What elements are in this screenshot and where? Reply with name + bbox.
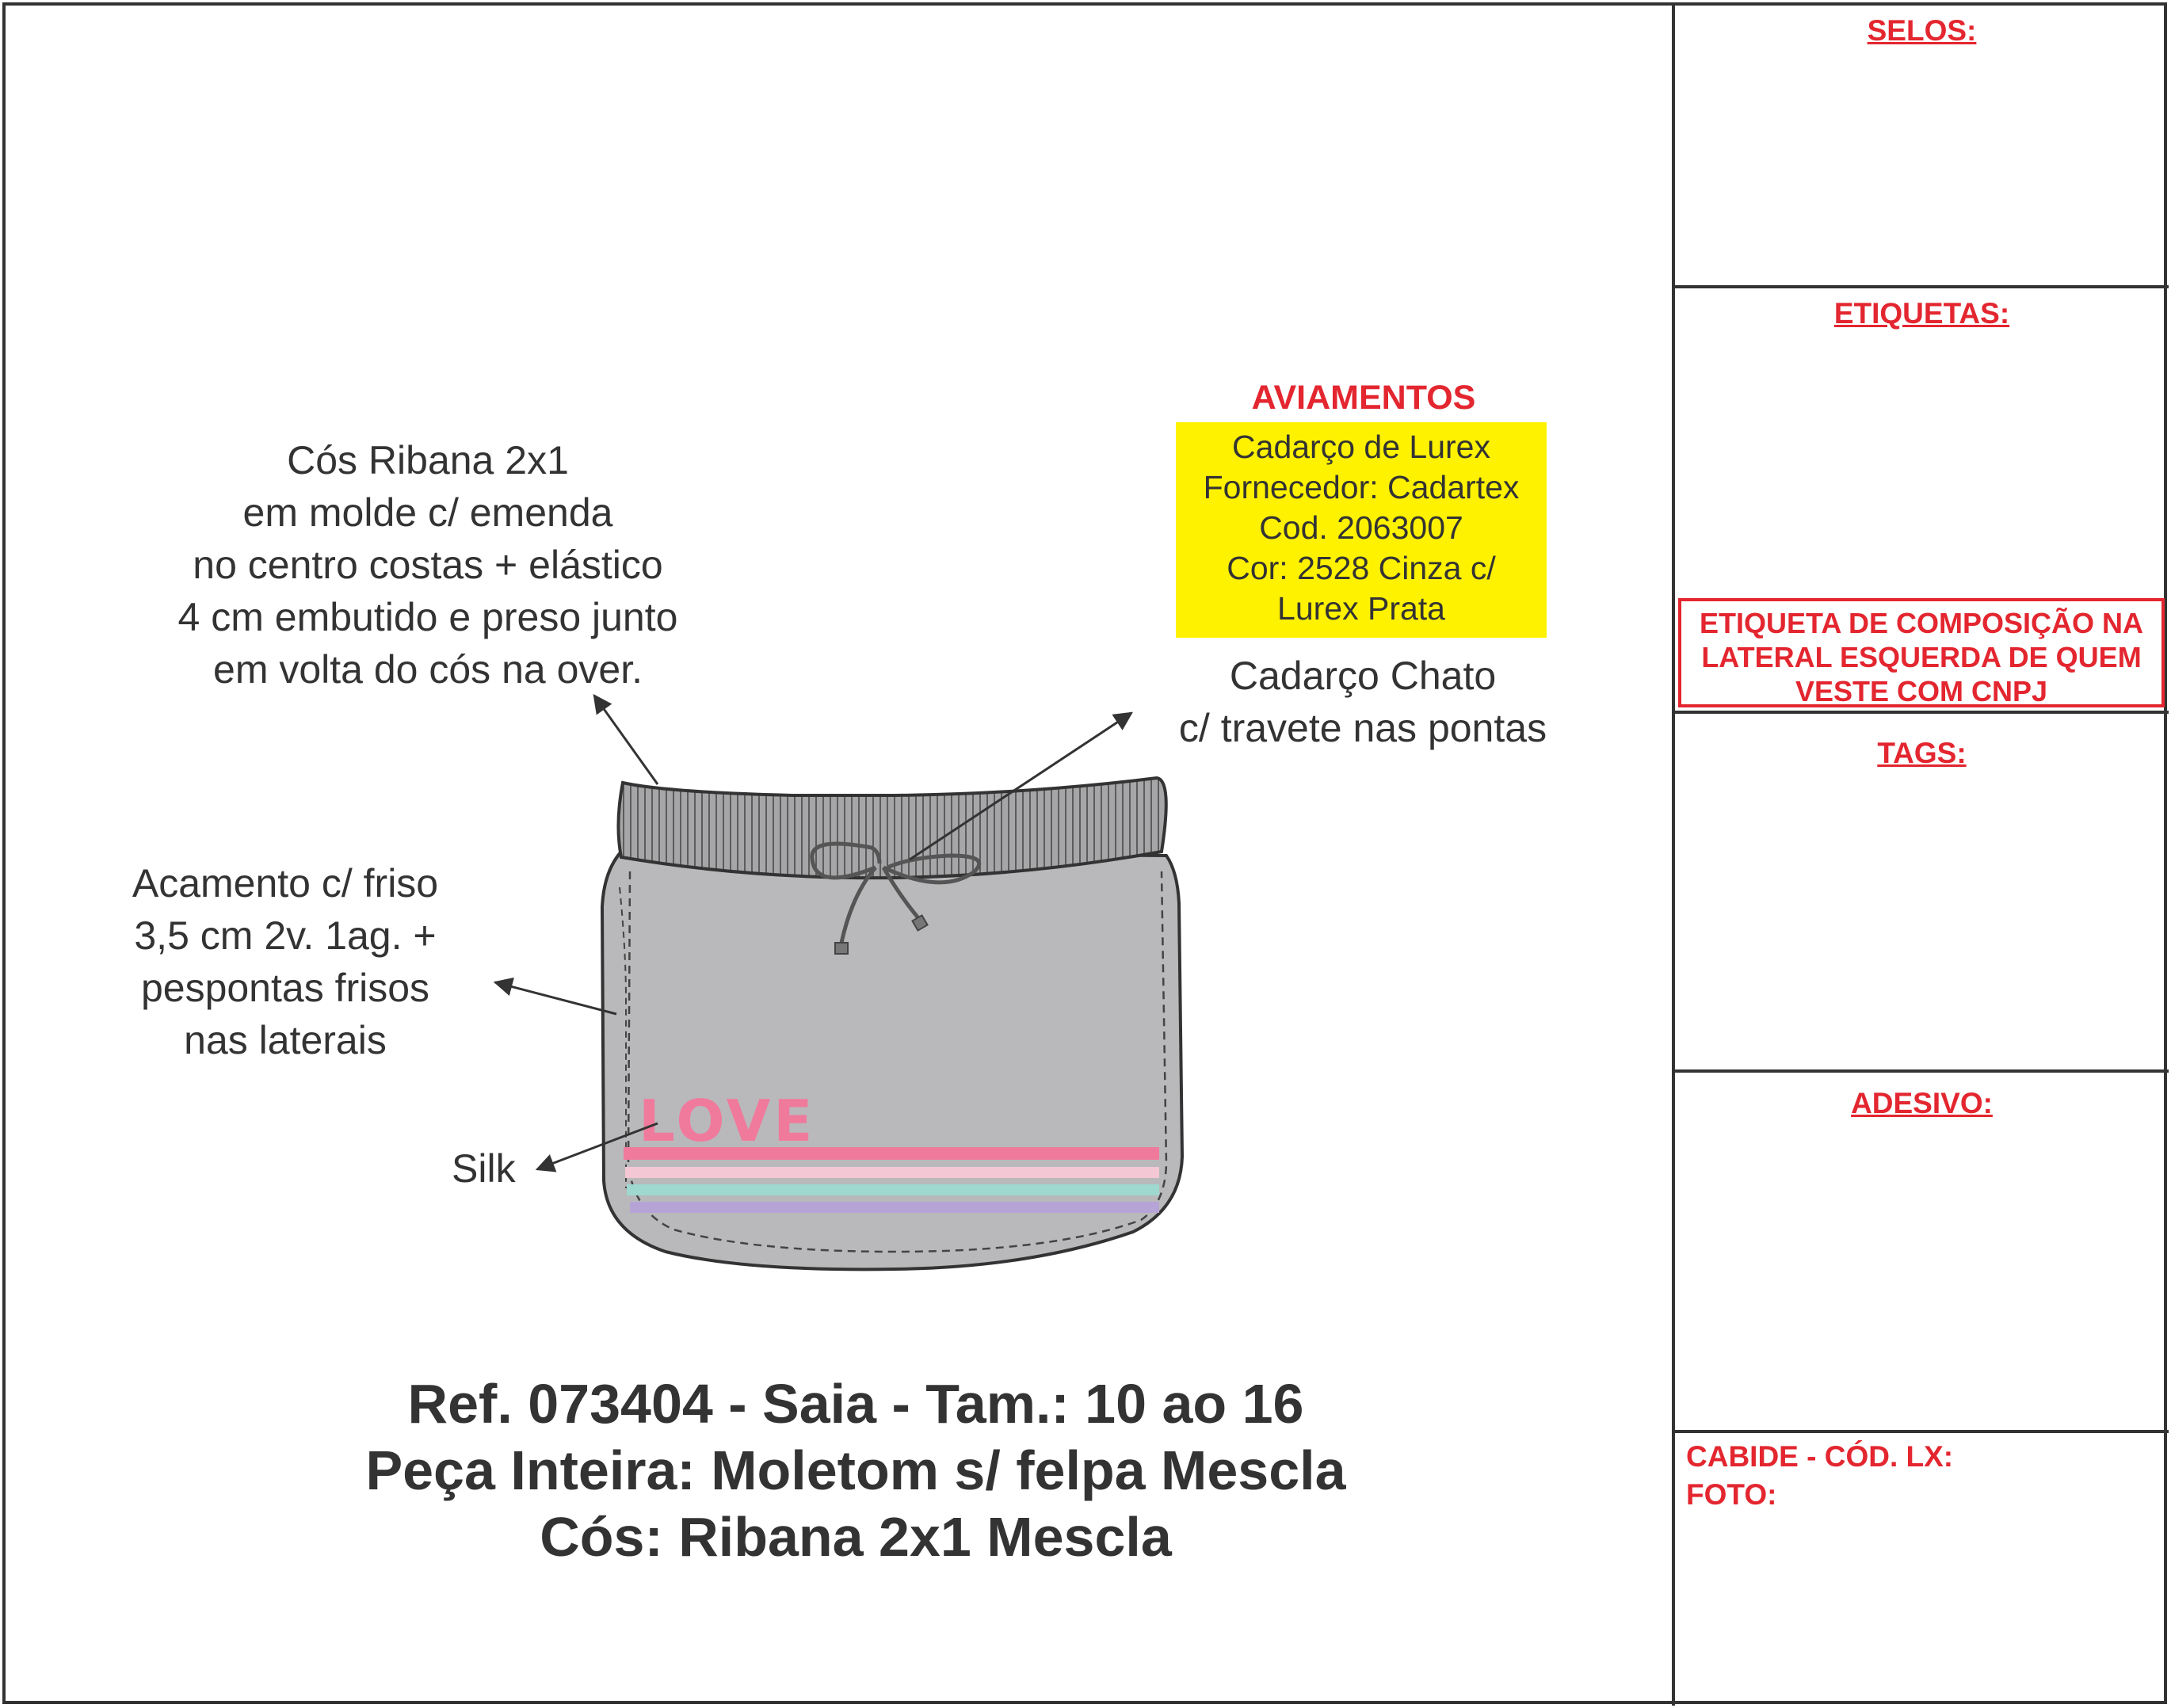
- trims-title: AVIAMENTOS: [1251, 379, 1476, 417]
- etiquetas-label: ETIQUETAS:: [1833, 297, 2010, 330]
- product-reference: Ref. 073404 - Saia - Tam.: 10 ao 16: [407, 1373, 1304, 1435]
- waistband-note-line-4: 4 cm embutido e preso junto: [177, 595, 678, 639]
- waistband-note-line-5: em volta do cós na over.: [213, 647, 643, 692]
- selos-label: SELOS:: [1867, 14, 1977, 47]
- foto-label: FOTO:: [1686, 1478, 1777, 1511]
- stripe-lilac: [630, 1202, 1159, 1213]
- trims-line-5: Lurex Prata: [1277, 590, 1445, 627]
- stripe-mint: [627, 1184, 1159, 1195]
- trims-line-4: Cor: 2528 Cinza c/: [1227, 550, 1496, 586]
- drawstring-note-line-1: Cadarço Chato: [1229, 654, 1497, 698]
- product-waistband-fabric: Cós: Ribana 2x1 Mescla: [540, 1506, 1172, 1568]
- waistband: [618, 778, 1166, 878]
- hem-note-line-2: 3,5 cm 2v. 1ag. +: [134, 913, 437, 958]
- waistband-note-line-1: Cós Ribana 2x1: [287, 438, 569, 482]
- composition-line-1: ETIQUETA DE COMPOSIÇÃO NA: [1699, 607, 2144, 639]
- adesivo-label: ADESIVO:: [1851, 1087, 1993, 1119]
- silk-note: Silk: [452, 1146, 516, 1191]
- composition-line-3: VESTE COM CNPJ: [1795, 675, 2048, 707]
- hem-arrow: [495, 982, 616, 1014]
- composition-line-2: LATERAL ESQUERDA DE QUEM: [1701, 641, 2142, 673]
- love-print: LOVE: [639, 1088, 816, 1154]
- hem-note-line-4: nas laterais: [184, 1018, 387, 1062]
- drawstring-note-line-2: c/ travete nas pontas: [1178, 706, 1547, 750]
- hem-note-line-3: pespontas frisos: [140, 966, 430, 1010]
- hem-note-line-1: Acamento c/ friso: [132, 861, 439, 905]
- product-title-block: [238, 1371, 1474, 1570]
- cabide-label: CABIDE - CÓD. LX:: [1686, 1440, 1954, 1473]
- tags-label: TAGS:: [1877, 737, 1967, 769]
- waistband-note-line-3: no centro costas + elástico: [193, 543, 663, 587]
- waistband-note-line-2: em molde c/ emenda: [242, 490, 613, 535]
- waistband-arrow: [594, 696, 658, 784]
- stripe-light-pink: [625, 1167, 1159, 1178]
- product-fabric: Peça Inteira: Moletom s/ felpa Mescla: [365, 1439, 1346, 1501]
- trims-line-2: Fornecedor: Cadartex: [1203, 469, 1520, 505]
- trims-line-1: Cadarço de Lurex: [1232, 429, 1490, 465]
- trims-line-3: Cod. 2063007: [1259, 509, 1463, 546]
